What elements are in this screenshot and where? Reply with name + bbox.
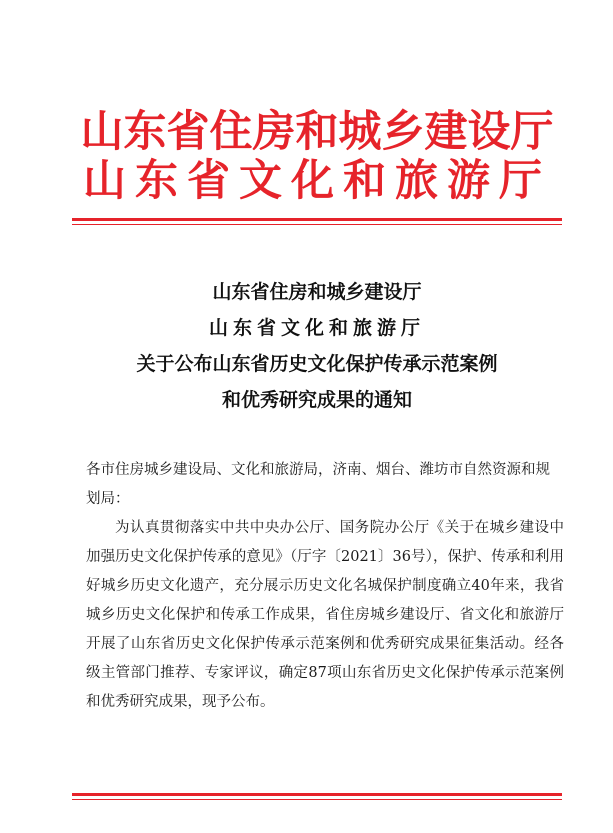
header-divider-thick	[72, 218, 562, 221]
footer-divider-thick	[72, 793, 562, 796]
document-title-line-1: 山东省住房和城乡建设厅	[212, 281, 422, 303]
header-divider-thin	[72, 224, 562, 225]
body-paragraph: 为认真贯彻落实中共中央办公厅、国务院办公厅《关于在城乡建设中加强历史文化保护传承的意见》（厅字〔2021〕36号），保护、传承和利用好城乡历史文化遗产，充分展示历史文化名城保护制度确立40年来，我省城乡历史文化保护和传承工作成果，省住房城乡建设厅、省文化和旅游厅开展了山东省历史文化保护传承示范案例和优秀研究成果征集活动。经各级主管部门推荐、专家评议，确定87项山东省历史文化保护传承示范案例和优秀研究成果，现予公布。	[86, 520, 564, 710]
issuer-header-line-2: 山东省文化和旅游厅	[83, 156, 551, 206]
issuer-header-line-1: 山东省住房和城乡建设厅	[80, 107, 554, 157]
footer-divider-thin	[72, 799, 562, 800]
salutation: 各市住房城乡建设局、文化和旅游局，济南、烟台、潍坊市自然资源和规划局：	[86, 462, 550, 507]
document-title-line-4: 和优秀研究成果的通知	[221, 389, 412, 411]
document-title-line-2: 山东省文化和旅游厅	[208, 317, 425, 339]
document-title-line-3: 关于公布山东省历史文化保护传承示范案例	[136, 353, 498, 375]
